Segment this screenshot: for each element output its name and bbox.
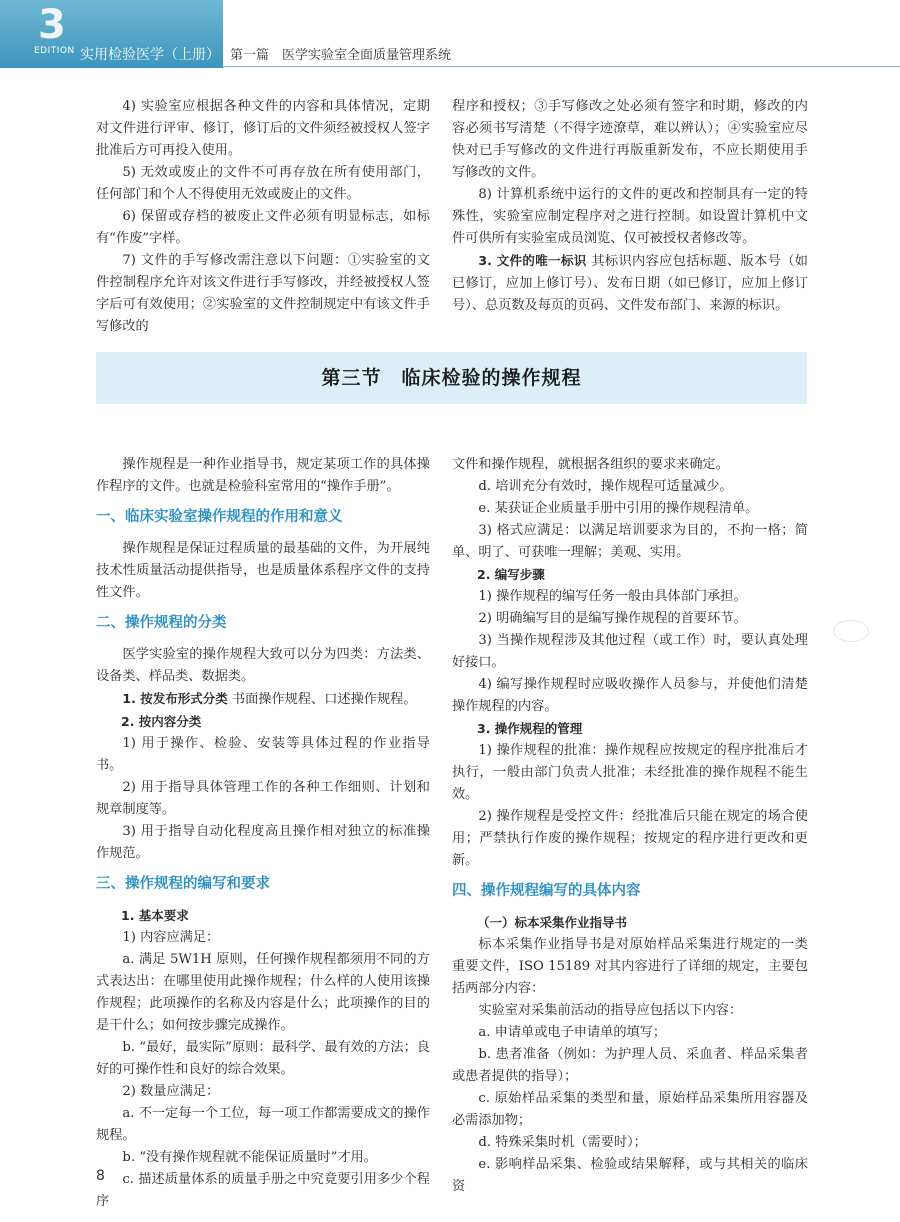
paragraph-text: 书面操作规程、口述操作规程。 [231,692,417,707]
list-item: a. 满足 5W1H 原则，任何操作规程都须用不同的方式表达出：在哪里使用此操作规程；什么样的人使用该操作规程；此项操作的名称及内容是什么；此项操作的目的是干什么；如何按步骤完成操作。 [96,952,430,1033]
list-item: d. 培训充分有效时，操作规程可适量减少。 [478,479,733,494]
section-banner [96,352,807,404]
list-item: 1) 用于操作、检验、安装等具体过程的作业指导书。 [96,736,430,773]
paragraph [96,688,430,711]
paragraph: 5) 无效或废止的文件不可再存放在所有使用部门，任何部门和个人不得使用无效或废止的文件。 [96,165,430,202]
paragraph: 医学实验室的操作规程大致可以分为四类：方法类、设备类、样品类、数据类。 [96,647,430,684]
paragraph: 程序和授权；③手写修改之处必须有签字和时期，修改的内容必须书写清楚（不得字迹潦草，难以辨认）；④实验室应尽快对已手写修改的文件进行再版重新发布，不应长期使用手写修改的文件。 [452,99,808,180]
list-item: e. 某获证企业质量手册中引用的操作规程清单。 [478,501,759,516]
list-item: b. “最好，最实际”原则：最科学、最有效的方法；良好的可操作性和良好的综合效果。 [96,1040,430,1077]
list-item: b. 患者准备（例如：为护理人员、采血者、样品采集者或患者提供的指导）； [452,1047,808,1084]
heading-three: 三、操作规程的编写和要求 [96,876,270,892]
subheading: 1. 基本要求 [121,908,189,923]
list-item: c. 描述质量体系的质量手册之中究竟要引用多少个程序 [96,1172,430,1209]
paragraph: 8) 计算机系统中运行的文件的更改和控制具有一定的特殊性，实验室应制定程序对之进行控制。如设置计算机中文件可供所有实验室成员浏览、仅可被授权者修改等。 [452,187,808,246]
list-item: 1) 操作规程的批准：操作规程应按规定的程序批准后才执行，一般由部门负责人批准；未经批准的操作规程不能生效。 [452,743,808,802]
paragraph-text: 其标识内容应包括标题、版本号（如已修订，应加上修订号）、发布日期（如已修订，应加上修订号）、总页数及每页的页码、文件发布部门、来源的标识。 [452,254,808,313]
page-number: 8 [96,1168,105,1184]
watermark-stamp [833,620,869,642]
list-item: c. 原始样品采集的类型和量，原始样品采集所用容器及必需添加物； [452,1091,808,1128]
list-item: 2) 明确编写目的是编写操作规程的首要环节。 [478,611,747,626]
list-item: 3) 用于指导自动化程度高且操作相对独立的标准操作规范。 [96,824,430,861]
subheading: 2. 编写步骤 [477,567,545,582]
heading-one: 一、临床实验室操作规程的作用和意义 [96,509,343,525]
heading-two: 二、操作规程的分类 [96,615,227,631]
list-item: d. 特殊采集时机（需要时）； [478,1135,647,1150]
edition-label: EDITION [34,46,75,56]
list-item: 2) 操作规程是受控文件：经批准后只能在规定的场合使用；严禁执行作废的操作规程；按规定的程序进行更改和更新。 [452,809,808,868]
paragraph [452,250,808,317]
book-title: 实用检验医学（上册） [80,47,220,63]
paragraph: 操作规程是一种作业指导书，规定某项工作的具体操作程序的文件。也就是检验科室常用的“操作手册”。 [96,457,430,494]
top-right-column [452,96,808,317]
list-item: a. 申请单或电子申请单的填写； [478,1025,667,1040]
list-item: b. “没有操作规程就不能保证质量时”才用。 [122,1150,377,1165]
list-item: 2) 数量应满足： [122,1084,220,1099]
section-title: 第三节 临床检验的操作规程 [321,367,582,389]
left-column [96,454,430,1213]
list-item: 3) 格式应满足：以满足培训要求为目的，不拘一格；简单、明了、可获唯一理解；美观、实用。 [452,523,808,560]
paragraph: 7) 文件的手写修改需注意以下问题：①实验室的文件控制程序允许对该文件进行手写修改，并经被授权人签字后可有效使用；②实验室的文件控制规定中有该文件手写修改的 [96,253,430,334]
subheading: 3. 操作规程的管理 [477,721,583,736]
list-item: 实验室对采集前活动的指导应包括以下内容： [478,1003,743,1018]
subheading: 2. 按内容分类 [121,714,202,729]
heading-four: 四、操作规程编写的具体内容 [452,883,641,899]
edition-logo: 3 [38,2,66,48]
subheading: 3. 文件的唯一标识 [478,253,587,268]
list-item: 2) 用于指导具体管理工作的各种工作细则、计划和规章制度等。 [96,780,430,817]
chapter-title: 第一篇 医学实验室全面质量管理系统 [230,48,452,63]
subheading: （一）标本采集作业指导书 [477,915,628,930]
list-item: 3) 当操作规程涉及其他过程（或工作）时，要认真处理好接口。 [452,633,808,670]
page-header [0,0,900,68]
paragraph: 6) 保留或存档的被废止文件必须有明显标志，如标有“作废”字样。 [96,209,430,246]
list-item: 1) 操作规程的编写任务一般由具体部门承担。 [478,589,747,604]
header-rule [223,66,900,67]
list-item: e. 影响样品采集、检验或结果解释，或与其相关的临床资 [452,1157,808,1194]
list-item: 1) 内容应满足： [122,930,220,945]
list-item: a. 不一定每一个工位，每一项工作都需要成文的操作规程。 [96,1106,430,1143]
list-item: 标本采集作业指导书是对原始样品采集进行规定的一类重要文件，ISO 15189 对其内容进行了详细的规定，主要包括两部分内容： [452,937,808,996]
list-item: 4) 编写操作规程时应吸收操作人员参与，并使他们清楚操作规程的内容。 [452,677,808,714]
paragraph: 4) 实验室应根据各种文件的内容和具体情况，定期对文件进行评审、修订，修订后的文件须经被授权人签字批准后方可再投入使用。 [96,99,430,158]
top-left-column [96,96,430,338]
list-item: 文件和操作规程，就根据各组织的要求来确定。 [452,457,729,472]
paragraph: 操作规程是保证过程质量的最基础的文件，为开展纯技术性质量活动提供指导，也是质量体系程序文件的支持性文件。 [96,541,430,600]
right-column [452,454,808,1198]
subheading: 1. 按发布形式分类 [122,691,228,706]
